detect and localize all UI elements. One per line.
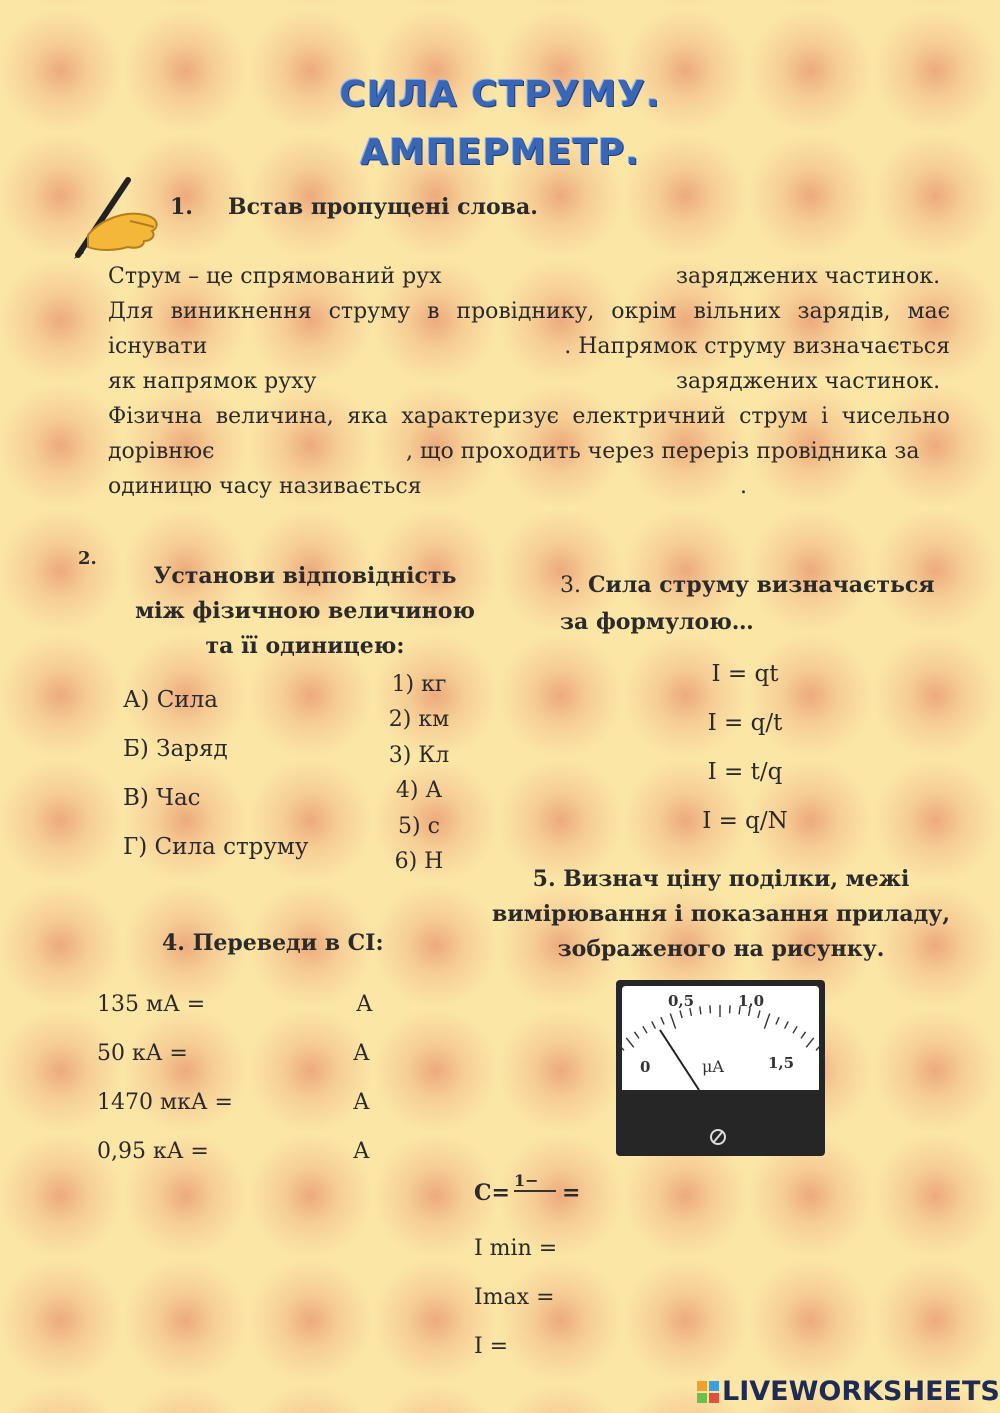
list-item: 4) А: [395, 778, 443, 804]
task3-heading: 3. Сила струму визначається за формулою…: [560, 572, 935, 635]
list-item: Г) Сила струму: [123, 834, 309, 860]
list-item: 5) с: [398, 813, 440, 839]
task2-heading: Установи відповідність між фізичною величиною та її одиницею:: [135, 563, 475, 659]
task2-right-list: [378, 667, 460, 879]
task3-options: [645, 650, 845, 846]
meter-label-10: 1,0: [738, 992, 765, 1010]
task1-line7-a: одиницю часу називається: [108, 474, 422, 499]
list-item: 1) кг: [391, 672, 447, 697]
ammeter-image: [616, 980, 825, 1156]
task1-line7-b: .: [740, 474, 747, 499]
task1-number: 1.: [170, 194, 193, 220]
meter-tick: [616, 1052, 617, 1058]
task4-rows: [97, 980, 397, 1176]
i-label: I =: [474, 1334, 509, 1359]
task1-line4-b: заряджених частинок.: [676, 369, 941, 394]
task3-number: 3.: [560, 573, 581, 598]
liveworksheets-logo-icon: [697, 1381, 719, 1405]
formula-option: I = qt: [711, 661, 779, 687]
task5-heading: 5. Визнач ціну поділки, межі вимірювання і показання приладу, зображеного на рисунку.: [492, 866, 950, 962]
c-fraction: 1−: [514, 1171, 556, 1192]
liveworksheets-logo[interactable]: LIVEWORKSHEETS: [722, 1376, 1000, 1407]
task1-line5: Фізична величина, яка характеризує електричний струм і чисельно: [108, 404, 950, 429]
task1-line1-a: Струм – це спрямований рух: [108, 264, 442, 289]
c-label: C=: [474, 1180, 510, 1206]
task1-line3-a: існувати: [108, 334, 208, 359]
formula-option: I = t/q: [707, 759, 783, 785]
list-item: А) Сила: [123, 687, 218, 713]
task2-left-list: [123, 676, 308, 872]
page-title-line2: АМПЕРМЕТР.: [360, 132, 640, 173]
c-equals: =: [562, 1180, 581, 1206]
task1-heading: Встав пропущені слова.: [228, 194, 538, 220]
list-item: Б) Заряд: [123, 736, 228, 762]
table-row: 50 кА = А: [97, 1041, 370, 1066]
meter-tick: [730, 1005, 731, 1013]
task1-line2: Для виникнення струму в провіднику, окрім вільних зарядів, має: [108, 299, 950, 324]
task1-line1-b: заряджених частинок.: [676, 264, 941, 289]
task1-line6-b: , що проходить через переріз провідника за: [406, 439, 920, 464]
task1-line4-a: як напрямок руху: [108, 369, 317, 394]
task1-line3-b: . Напрямок струму визначається: [564, 334, 950, 359]
meter-tick: [823, 1052, 825, 1058]
meter-label-15: 1,5: [768, 1054, 795, 1072]
page-title-line1: СИЛА СТРУМУ.: [339, 74, 661, 115]
task4-heading: 4. Переведи в СІ:: [162, 930, 384, 956]
imax-label: Imax =: [474, 1285, 555, 1310]
list-item: 3) Кл: [388, 742, 450, 768]
meter-label-05: 0,5: [668, 992, 695, 1010]
meter-unit: μA: [702, 1057, 724, 1076]
list-item: 6) Н: [394, 849, 444, 875]
table-row: 0,95 кА = А: [97, 1139, 370, 1164]
task2-number: 2.: [78, 548, 97, 569]
formula-option: I = q/t: [707, 710, 783, 736]
formula-option: I = q/N: [702, 808, 788, 834]
task1-line6-a: дорівнює: [108, 439, 215, 464]
table-row: 135 мА = А: [97, 992, 373, 1017]
list-item: 2) км: [388, 707, 450, 733]
imin-label: I min =: [474, 1236, 558, 1261]
table-row: 1470 мкА = А: [97, 1090, 370, 1115]
meter-label-0: 0: [640, 1058, 651, 1076]
meter-tick: [710, 1005, 711, 1013]
list-item: В) Час: [123, 785, 201, 811]
writing-hand-icon: [70, 175, 162, 260]
